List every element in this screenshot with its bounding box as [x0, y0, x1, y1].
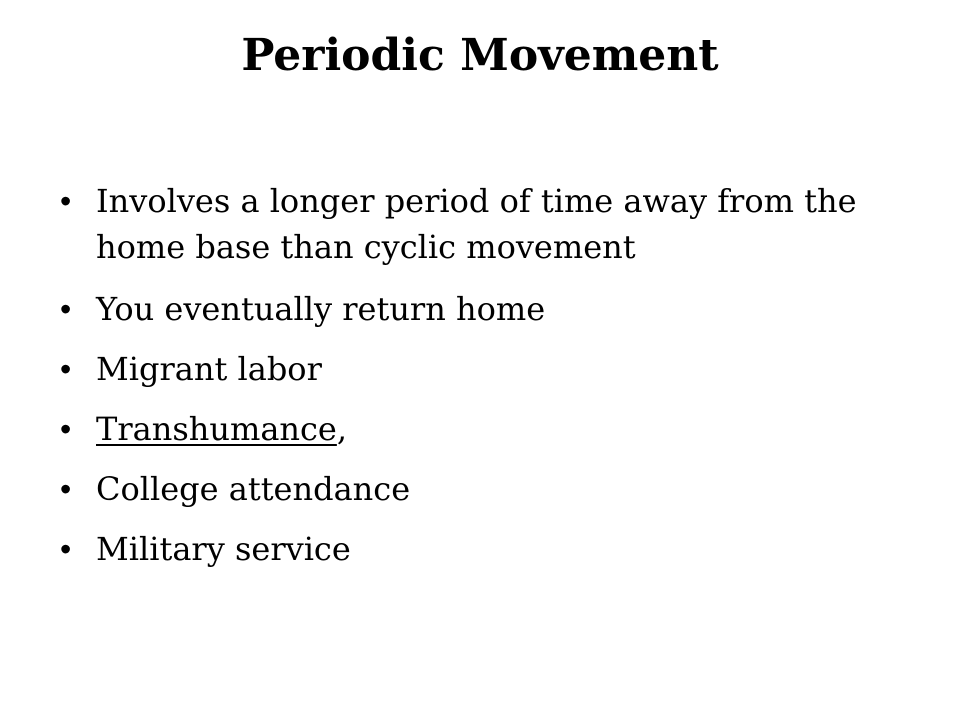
bullet-item [60, 526, 880, 572]
bullet-item [60, 286, 880, 332]
bullet-icon: • [60, 351, 72, 387]
bullet-item [60, 466, 880, 512]
bullet-text: Involves a longer period of time away from the home base than cyclic movement [96, 182, 857, 266]
bullet-text: Military service [96, 530, 351, 568]
bullet-text-suffix: , [336, 410, 348, 448]
bullet-text: Migrant labor [96, 350, 322, 388]
bullet-item [60, 406, 880, 452]
bullet-text: College attendance [96, 470, 411, 508]
bullet-item [60, 346, 880, 392]
bullet-text: You eventually return home [96, 290, 546, 328]
bullet-item [60, 178, 880, 270]
bullet-list [60, 178, 880, 586]
bullet-icon: • [60, 411, 72, 447]
bullet-icon: • [60, 291, 72, 327]
slide-title: Periodic Movement [241, 30, 719, 81]
bullet-icon: • [60, 183, 72, 219]
bullet-icon: • [60, 471, 72, 507]
transhumance-link[interactable]: Transhumance [96, 410, 337, 448]
bullet-icon: • [60, 531, 72, 567]
